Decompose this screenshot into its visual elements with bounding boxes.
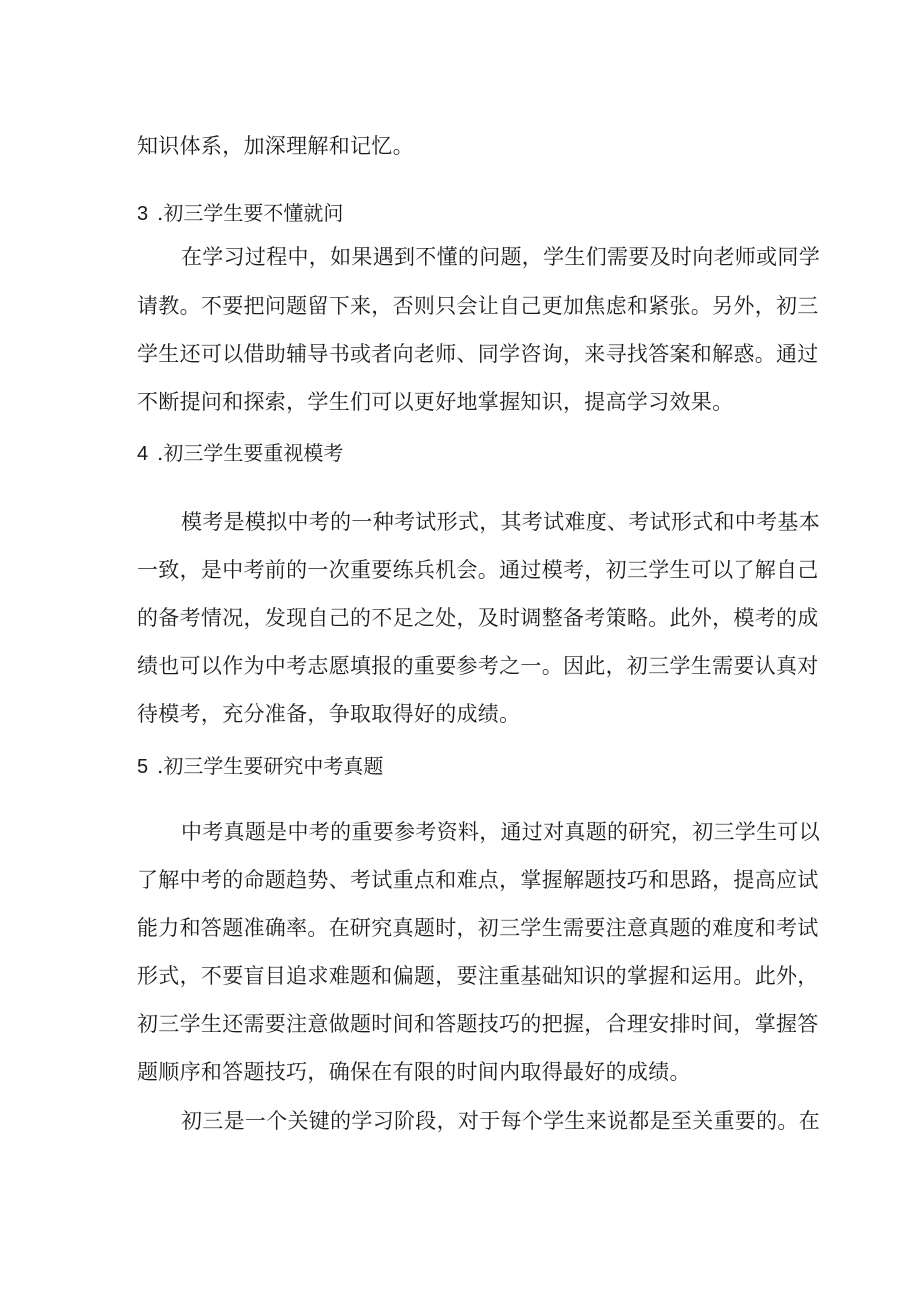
section-title: .初三学生要重视模考 [157,441,344,465]
paragraph-line: 知识体系，加深理解和记忆。 [137,134,414,158]
paragraph-line: 题顺序和答题技巧，确保在有限的时间内取得最好的成绩。 [137,1060,691,1084]
section-number: 4 [137,443,149,465]
paragraph-line: 在学习过程中，如果遇到不懂的问题，学生们需要及时向老师或同学 [181,245,820,269]
paragraph-line: 初三是一个关键的学习阶段，对于每个学生来说都是至关重要的。在 [181,1109,820,1133]
section-title: .初三学生要研究中考真题 [157,754,384,778]
section-heading-5 [137,751,383,782]
paragraph-line: 能力和答题准确率。在研究真题时，初三学生需要注意真题的难度和考试 [137,916,819,940]
paragraph-line: 模考是模拟中考的一种考试形式，其考试难度、考试形式和中考基本 [181,510,820,534]
section-title: .初三学生要不懂就问 [157,201,344,225]
section-heading-4 [137,438,343,469]
paragraph-line: 学生还可以借助辅导书或者向老师、同学咨询，来寻找答案和解惑。通过 [137,342,819,366]
section-number: 3 [137,203,149,225]
paragraph-line: 形式，不要盲目追求难题和偏题，要注重基础知识的掌握和运用。此外， [137,964,819,988]
paragraph-line: 绩也可以作为中考志愿填报的重要参考之一。因此，初三学生需要认真对 [137,654,819,678]
section-number: 5 [137,756,149,778]
paragraph-line: 请教。不要把问题留下来，否则只会让自己更加焦虑和紧张。另外，初三 [137,294,819,318]
paragraph-line: 一致，是中考前的一次重要练兵机会。通过模考，初三学生可以了解自己 [137,558,819,582]
paragraph-line: 初三学生还需要注意做题时间和答题技巧的把握，合理安排时间，掌握答 [137,1012,819,1036]
paragraph-line: 中考真题是中考的重要参考资料，通过对真题的研究，初三学生可以 [181,820,820,844]
paragraph-line: 了解中考的命题趋势、考试重点和难点，掌握解题技巧和思路，提高应试 [137,868,819,892]
paragraph-line: 的备考情况，发现自己的不足之处，及时调整备考策略。此外，模考的成 [137,606,819,630]
paragraph-line: 待模考，充分准备，争取取得好的成绩。 [137,702,521,726]
section-heading-3 [137,198,343,229]
paragraph-line: 不断提问和探索，学生们可以更好地掌握知识，提高学习效果。 [137,390,734,414]
